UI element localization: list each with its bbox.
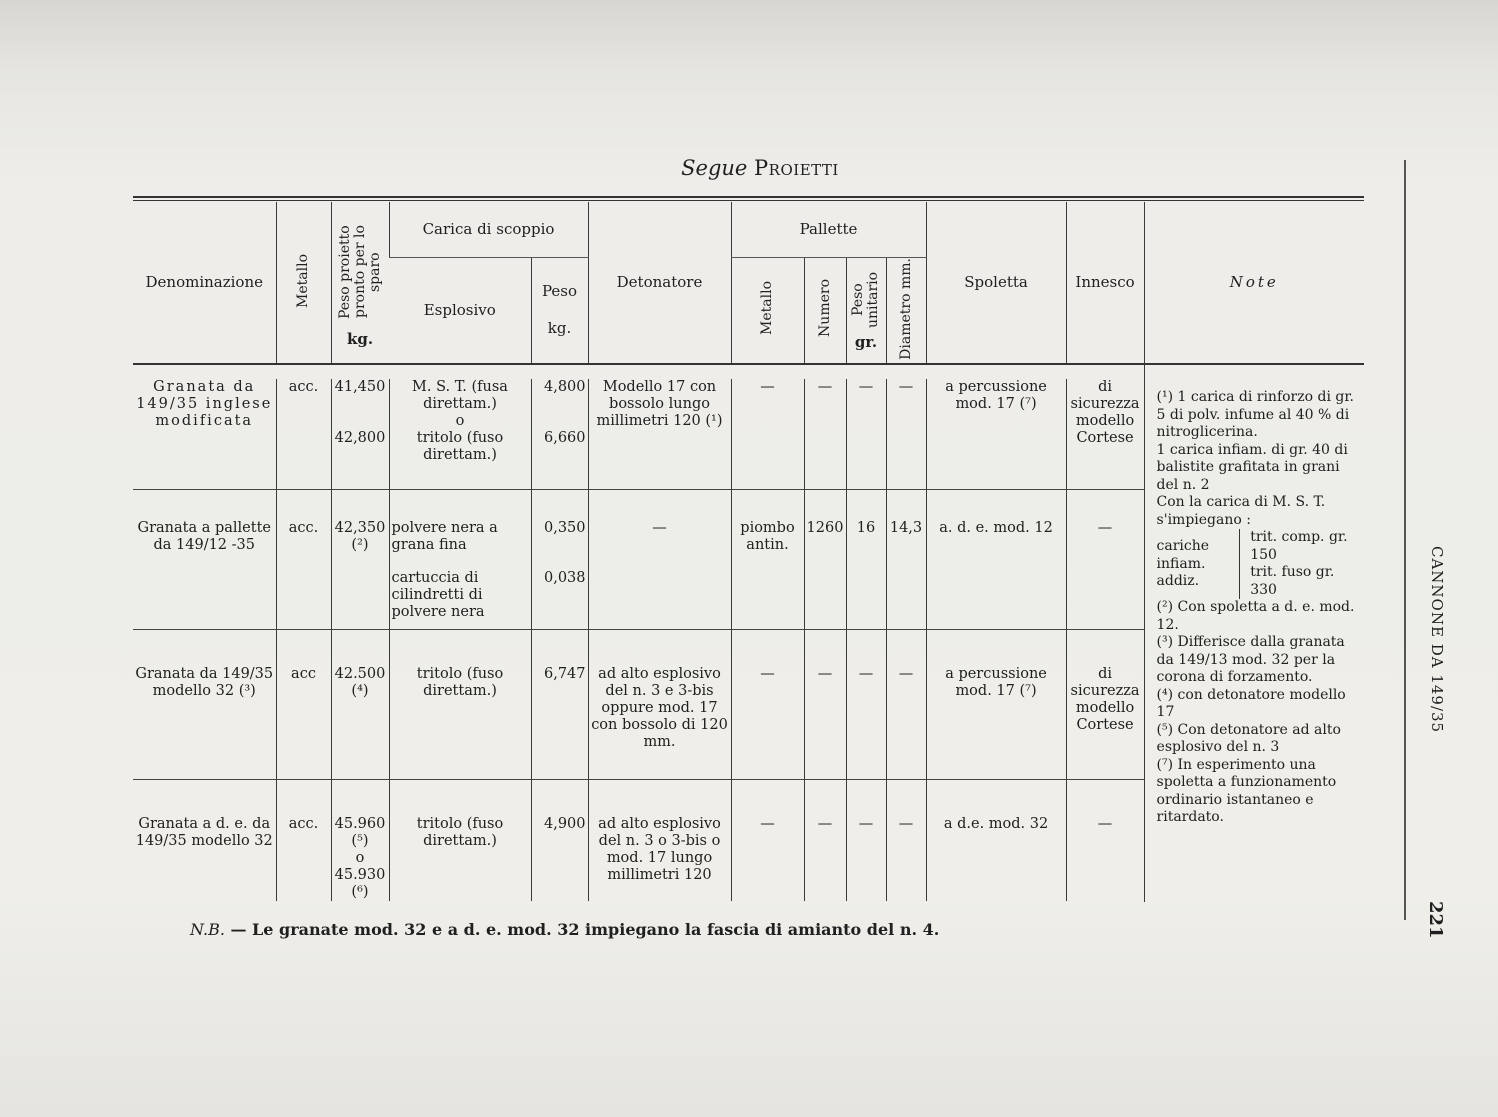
top-rule-thin [133, 200, 1364, 201]
header-pall-diametro [886, 257, 926, 364]
row2-metallo: acc. [276, 489, 331, 629]
header-peso-proietto-unit: kg. [346, 330, 374, 349]
note-6: (⁴) con detonatore modello 17 [1156, 686, 1346, 721]
row1-carica-a: 4,800 [543, 379, 586, 396]
row1-esplosivo-a: M. S. T. (fusa direttam.) [412, 379, 508, 413]
row2-carica-b: 0,038 [543, 569, 586, 586]
row2-esplosivo [389, 489, 531, 629]
spacer-row [133, 364, 1144, 379]
header-peso-proietto [331, 202, 389, 364]
row3-peso: 42.500 (⁴) [331, 629, 389, 779]
heading-caps: Proietti [754, 156, 839, 180]
note-addiz-label: cariche infiam. addiz. [1156, 538, 1210, 590]
row4-metallo: acc. [276, 779, 331, 901]
header-esplosivo: Esplosivo [423, 300, 496, 319]
row1-p-peso: — [846, 379, 886, 489]
page-heading [560, 156, 960, 180]
note-addiz-block [1157, 529, 1363, 599]
header-pall-metallo [731, 257, 804, 364]
row3-spoletta: a percussione mod. 17 (⁷) [926, 629, 1066, 779]
row1-esplosivo-sep: o [455, 413, 465, 430]
note-3: Con la carica di M. S. T. s'impiegano : [1156, 494, 1326, 528]
row2-p-numero: 1260 [804, 489, 846, 629]
row2-innesco: — [1066, 489, 1144, 629]
row4-spoletta: a d.e. mod. 32 [926, 779, 1066, 901]
header-pall-numero-text: Numero [816, 279, 833, 338]
nb-text: — Le granate mod. 32 e a d. e. mod. 32 impiegano la fascia di amianto del n. 4. [224, 920, 940, 939]
row1-innesco: di sicurezza modello Cortese [1066, 379, 1144, 489]
row4-p-numero: — [804, 779, 846, 901]
row3-p-peso: — [846, 629, 886, 779]
header-pall-peso-text: Peso unitario [850, 271, 881, 328]
header-pall-diametro-text: Diametro mm. [897, 257, 914, 360]
header-pall-peso-unit: gr. [854, 332, 878, 351]
top-double-rule [133, 196, 1364, 198]
row1-detonatore: Modello 17 con bossolo lungo millimetri 120 (¹) [588, 379, 731, 489]
row4-esplosivo: tritolo (fuso direttam.) [389, 779, 531, 901]
note-addiz-value-1: trit. comp. gr. 150 [1250, 529, 1348, 563]
row4-peso-a: 45.960 (⁵) [334, 815, 386, 849]
note-4: (²) Con spoletta a d. e. mod. 12. [1156, 599, 1355, 633]
row1-p-diametro: — [886, 379, 926, 489]
note-2: 1 carica infiam. di gr. 40 di balistite grafitata in grani del n. 2 [1156, 441, 1348, 493]
row1-esplosivo [389, 379, 531, 489]
notes-cell [1144, 364, 1364, 902]
row2-spoletta: a. d. e. mod. 12 [926, 489, 1066, 629]
row2-detonatore: — [588, 489, 731, 629]
header-pall-metallo-text: Metallo [759, 281, 775, 336]
row3-p-diametro: — [886, 629, 926, 779]
nota-bene [190, 920, 1090, 939]
header-metallo [276, 202, 331, 364]
row1-peso-b: 42,800 [334, 430, 386, 447]
header-pall-numero [804, 257, 846, 364]
row1-carica [531, 379, 588, 489]
note-7: (⁵) Con detonatore ad alto esplosivo del n. 3 [1156, 721, 1341, 756]
header-detonatore: Detonatore [588, 202, 731, 364]
row1-peso [331, 379, 389, 489]
row4-innesco: — [1066, 779, 1144, 901]
header-metallo-text: Metallo [295, 253, 311, 308]
header-carica-di-scoppio: Carica di scoppio [389, 202, 588, 257]
row4-detonatore: ad alto esplosivo del n. 3 o 3-bis o mod. 17 lungo millimetri 120 [588, 779, 731, 901]
side-rule [1404, 160, 1406, 920]
row1-esplosivo-b: tritolo (fuso direttam.) [416, 430, 504, 464]
note-8: (⁷) In esperimento una spoletta a funzionamento ordinario istantaneo e ritardato. [1156, 756, 1337, 826]
row2-carica-a: 0,350 [543, 519, 586, 536]
row2-p-diametro: 14,3 [886, 489, 926, 629]
row2-denominazione: Granata a pallette da 149/12 -35 [137, 519, 271, 553]
row3-denominazione: Granata da 149/35 modello 32 (³) [135, 665, 274, 699]
row1-metallo: acc. [276, 379, 331, 489]
row2-p-peso: 16 [846, 489, 886, 629]
row1-carica-b: 6,660 [543, 430, 586, 447]
row1-denominazione: Granata da 149/35 inglese modificata [136, 379, 273, 430]
row2-carica [531, 489, 588, 629]
header-pallette: Pallette [731, 202, 926, 257]
row2-esplosivo-a: polvere nera a grana fina [391, 519, 498, 553]
row1-p-numero: — [804, 379, 846, 489]
header-peso-unit: kg. [547, 319, 572, 338]
row1-peso-a: 41,450 [334, 379, 386, 396]
header-pall-peso [846, 257, 886, 364]
running-head: CANNONE DA 149/35 [1428, 546, 1446, 734]
row3-p-metallo: — [731, 629, 804, 779]
row4-p-diametro: — [886, 779, 926, 901]
projectile-table [133, 202, 1364, 902]
header-note: Note [1144, 202, 1364, 364]
row2-esplosivo-b: cartuccia di cilindretti di polvere nera [391, 569, 485, 620]
row2-peso: 42,350 (²) [331, 489, 389, 629]
header-peso-proietto-text: Peso proietto pronto per lo sparo [336, 225, 383, 319]
note-5: (³) Differisce dalla granata da 149/13 mod. 32 per la corona di forzamento. [1156, 634, 1345, 686]
header-spoletta: Spoletta [926, 202, 1066, 364]
note-addiz-values [1239, 529, 1362, 599]
row4-peso-b: 45.930 (⁶) [334, 866, 386, 900]
nb-label: N.B. [190, 920, 225, 939]
header-peso-text: Peso [541, 282, 578, 301]
row1-p-metallo: — [731, 379, 804, 489]
heading-italic: Segue [681, 156, 748, 180]
note-addiz-value-2: trit. fuso gr. 330 [1250, 564, 1335, 598]
row2-p-metallo: piombo antin. [731, 489, 804, 629]
row3-carica: 6,747 [531, 629, 588, 779]
row4-peso [331, 779, 389, 901]
row1-spoletta: a percussione mod. 17 (⁷) [926, 379, 1066, 489]
row3-esplosivo: tritolo (fuso direttam.) [389, 629, 531, 779]
row4-carica: 4,900 [531, 779, 588, 901]
table-end-row [133, 901, 1144, 902]
page-number: 221 [1425, 901, 1446, 939]
row3-p-numero: — [804, 629, 846, 779]
row4-p-metallo: — [731, 779, 804, 901]
row4-peso-sep: o [355, 849, 365, 866]
row4-p-peso: — [846, 779, 886, 901]
header-peso [531, 257, 588, 364]
header-innesco: Innesco [1066, 202, 1144, 364]
header-denominazione: Denominazione [145, 273, 263, 292]
row3-innesco: di sicurezza modello Cortese [1066, 629, 1144, 779]
note-1: (¹) 1 carica di rinforzo di gr. 5 di polv. infume al 40 % di nitroglicerina. [1156, 389, 1354, 441]
row3-metallo: acc [276, 629, 331, 779]
row4-denominazione: Granata a d. e. da 149/35 modello 32 [135, 815, 273, 849]
row3-detonatore: ad alto esplosivo del n. 3 e 3-bis oppure mod. 17 con bossolo di 120 mm. [588, 629, 731, 779]
